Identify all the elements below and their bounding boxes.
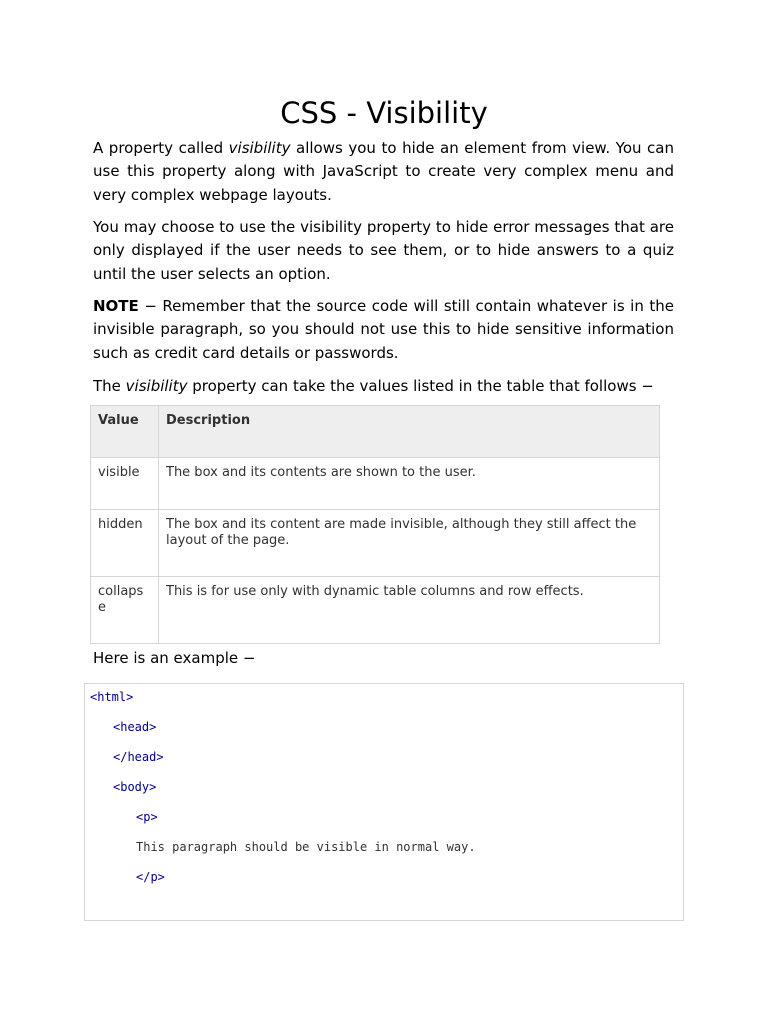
table-header-value: Value [91, 406, 159, 458]
values-intro-paragraph [93, 375, 674, 398]
code-line: This paragraph should be visible in normal way. [136, 840, 476, 854]
intro-emphasis: visibility [228, 139, 291, 157]
code-line: <html> [90, 690, 134, 704]
example-intro: Here is an example − [93, 649, 256, 667]
values-intro-emphasis: visibility [125, 377, 188, 395]
code-line: <p> [136, 810, 158, 824]
table-row [91, 510, 660, 577]
table-row [91, 458, 660, 510]
code-example-block [84, 683, 684, 921]
table-cell-description: The box and its contents are shown to the user. [159, 458, 660, 510]
code-line: </head> [113, 750, 164, 764]
note-text: − Remember that the source code will still contain whatever is in the invisible paragraph, so you should not use this to hide sensitive information such as credit card details or passwords. [93, 297, 674, 362]
intro-text-end: allows you to hide an element from view. You can use this property along with JavaScript to create very complex menu and very complex webpage layouts. [93, 139, 674, 204]
table-cell-description: The box and its content are made invisible, although they still affect the layout of the page. [159, 510, 660, 577]
intro-paragraph [93, 137, 674, 207]
table-cell-description: This is for use only with dynamic table columns and row effects. [159, 577, 660, 644]
code-line: <body> [113, 780, 157, 794]
intro-text-start: A property called [93, 139, 229, 157]
table-header-row [91, 406, 660, 458]
values-intro-end: property can take the values listed in the table that follows − [187, 377, 654, 395]
page-title: CSS - Visibility [280, 96, 488, 130]
values-intro-start: The [93, 377, 126, 395]
table-cell-value: collapse [91, 577, 159, 644]
table-row [91, 577, 660, 644]
usage-paragraph: You may choose to use the visibility property to hide error messages that are only displayed if the user needs to see them, or to hide answers to a quiz until the user selects an option. [93, 218, 674, 283]
code-line: <head> [113, 720, 157, 734]
code-line: </p> [136, 870, 165, 884]
note-label: NOTE [93, 297, 139, 315]
table-cell-value: visible [91, 458, 159, 510]
table-header-description: Description [159, 406, 660, 458]
table-cell-value: hidden [91, 510, 159, 577]
visibility-values-table [90, 405, 660, 644]
note-paragraph [93, 295, 674, 365]
